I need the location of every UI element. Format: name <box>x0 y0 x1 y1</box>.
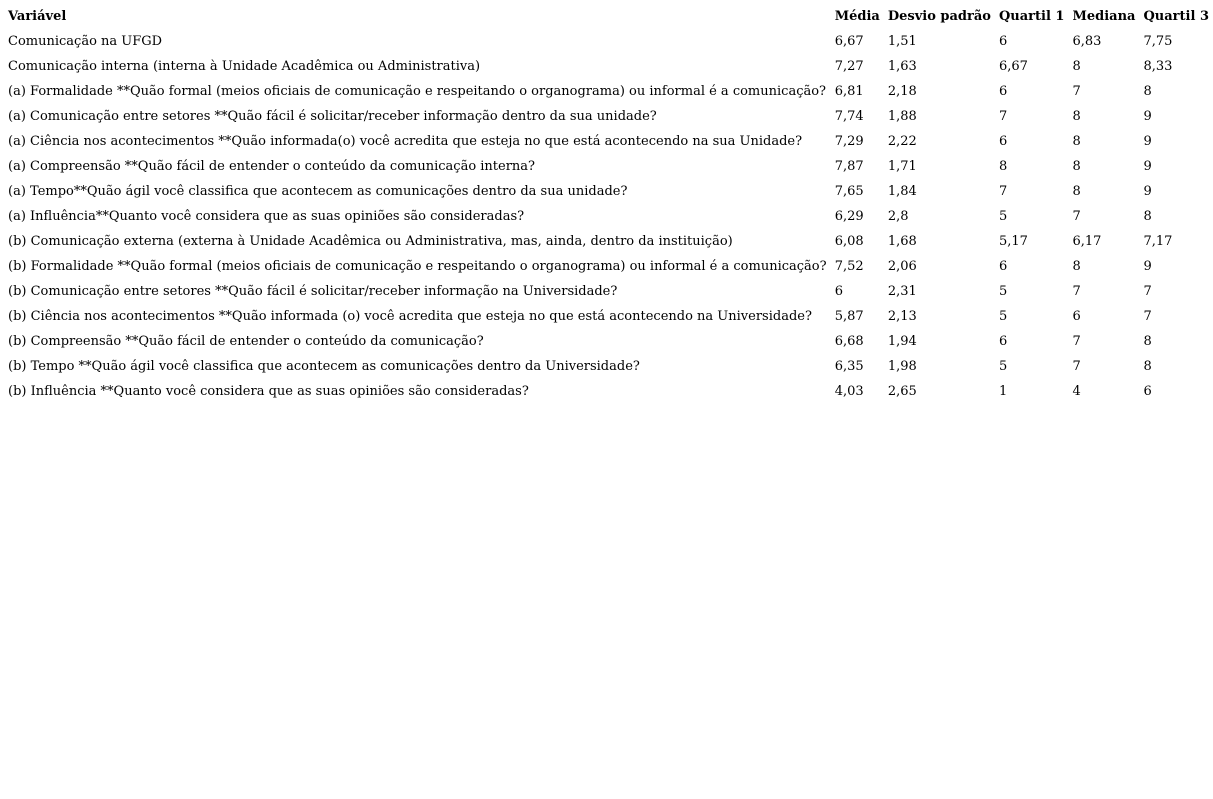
table-row <box>4 229 1213 254</box>
cell-quartil-3: 8 <box>1143 209 1152 224</box>
cell-mediana: 8 <box>1072 59 1081 74</box>
cell-mediana: 8 <box>1072 159 1081 174</box>
cell-desvio-padrao: 1,94 <box>887 334 917 349</box>
cell-quartil-1: 6,67 <box>998 59 1028 74</box>
cell-quartil-3: 7,17 <box>1143 234 1173 249</box>
cell-mediana: 4 <box>1072 384 1081 399</box>
table-row <box>4 254 1213 279</box>
cell-media: 7,87 <box>834 159 864 174</box>
cell-desvio-padrao: 2,31 <box>887 284 917 299</box>
cell-quartil-1: 7 <box>998 109 1008 124</box>
cell-variavel: (b) Comunicação externa (externa à Unidade Acadêmica ou Administrativa, mas, ainda, dentro da instituição) <box>8 234 733 249</box>
cell-variavel: Comunicação na UFGD <box>8 34 163 49</box>
cell-quartil-3: 9 <box>1143 184 1152 199</box>
header-media: Média <box>834 9 880 24</box>
table-body <box>4 29 1213 404</box>
cell-quartil-1: 6 <box>998 34 1008 49</box>
cell-quartil-1: 7 <box>998 184 1008 199</box>
header-row <box>4 4 1213 29</box>
cell-media: 7,27 <box>834 59 864 74</box>
cell-mediana: 6,83 <box>1072 34 1102 49</box>
table-row <box>4 279 1213 304</box>
cell-mediana: 8 <box>1072 134 1081 149</box>
cell-variavel: (a) Influência**Quanto você considera que as suas opiniões são consideradas? <box>8 209 525 224</box>
cell-mediana: 8 <box>1072 184 1081 199</box>
cell-mediana: 6 <box>1072 309 1081 324</box>
cell-quartil-3: 9 <box>1143 134 1152 149</box>
cell-quartil-1: 5,17 <box>998 234 1028 249</box>
cell-variavel: (b) Ciência nos acontecimentos **Quão informada (o) você acredita que esteja no que está acontecendo na Universidade? <box>8 309 812 324</box>
cell-desvio-padrao: 1,71 <box>887 159 917 174</box>
cell-media: 6 <box>834 284 844 299</box>
cell-media: 6,29 <box>834 209 864 224</box>
cell-quartil-1: 5 <box>998 309 1008 324</box>
cell-variavel: (a) Compreensão **Quão fácil de entender o conteúdo da comunicação interna? <box>8 159 536 174</box>
cell-desvio-padrao: 2,18 <box>887 84 917 99</box>
cell-variavel: (a) Ciência nos acontecimentos **Quão informada(o) você acredita que esteja no que está acontecendo na sua Unidade? <box>8 134 803 149</box>
cell-desvio-padrao: 1,51 <box>887 34 917 49</box>
cell-quartil-1: 5 <box>998 209 1008 224</box>
cell-media: 5,87 <box>834 309 864 324</box>
cell-desvio-padrao: 2,06 <box>887 259 917 274</box>
cell-desvio-padrao: 1,63 <box>887 59 917 74</box>
cell-quartil-3: 7 <box>1143 284 1152 299</box>
statistics-table <box>4 4 1213 404</box>
cell-quartil-1: 6 <box>998 334 1008 349</box>
cell-quartil-3: 9 <box>1143 159 1152 174</box>
cell-media: 7,29 <box>834 134 864 149</box>
cell-quartil-1: 6 <box>998 134 1008 149</box>
cell-quartil-3: 7 <box>1143 309 1152 324</box>
cell-variavel: (b) Tempo **Quão ágil você classifica que acontecem as comunicações dentro da Universidade? <box>8 359 640 374</box>
table-row <box>4 79 1213 104</box>
cell-mediana: 8 <box>1072 259 1081 274</box>
cell-quartil-3: 6 <box>1143 384 1152 399</box>
cell-media: 7,65 <box>834 184 864 199</box>
cell-variavel: Comunicação interna (interna à Unidade Acadêmica ou Administrativa) <box>8 59 481 74</box>
cell-media: 6,81 <box>834 84 864 99</box>
header-mediana: Mediana <box>1072 9 1136 24</box>
table-row <box>4 354 1213 379</box>
cell-mediana: 8 <box>1072 109 1081 124</box>
table-row <box>4 304 1213 329</box>
cell-quartil-3: 8 <box>1143 334 1152 349</box>
table-row <box>4 29 1213 54</box>
cell-variavel: (a) Tempo**Quão ágil você classifica que acontecem as comunicações dentro da sua unidade? <box>8 184 628 199</box>
table-row <box>4 54 1213 79</box>
cell-quartil-1: 1 <box>998 384 1008 399</box>
cell-desvio-padrao: 1,68 <box>887 234 917 249</box>
cell-media: 7,74 <box>834 109 864 124</box>
cell-quartil-1: 6 <box>998 84 1008 99</box>
cell-variavel: (a) Formalidade **Quão formal (meios oficiais de comunicação e respeitando o organograma) ou informal é a comunicação? <box>8 84 827 99</box>
cell-media: 6,67 <box>834 34 864 49</box>
cell-quartil-3: 8 <box>1143 359 1152 374</box>
cell-quartil-1: 5 <box>998 284 1008 299</box>
header-quartil-1: Quartil 1 <box>998 9 1065 24</box>
cell-media: 7,52 <box>834 259 864 274</box>
cell-quartil-3: 7,75 <box>1143 34 1173 49</box>
cell-desvio-padrao: 1,84 <box>887 184 917 199</box>
cell-desvio-padrao: 2,13 <box>887 309 917 324</box>
table-row <box>4 204 1213 229</box>
table-row <box>4 179 1213 204</box>
table-row <box>4 329 1213 354</box>
cell-mediana: 7 <box>1072 209 1081 224</box>
cell-quartil-1: 6 <box>998 259 1008 274</box>
cell-variavel: (b) Comunicação entre setores **Quão fácil é solicitar/receber informação na Universidade? <box>8 284 618 299</box>
cell-variavel: (b) Formalidade **Quão formal (meios oficiais de comunicação e respeitando o organograma) ou informal é a comunicação? <box>8 259 827 274</box>
cell-desvio-padrao: 1,98 <box>887 359 917 374</box>
header-desvio-padrao: Desvio padrão <box>887 9 991 24</box>
header-variavel: Variável <box>8 9 67 24</box>
cell-mediana: 7 <box>1072 284 1081 299</box>
cell-quartil-3: 8,33 <box>1143 59 1173 74</box>
cell-desvio-padrao: 2,22 <box>887 134 917 149</box>
cell-desvio-padrao: 1,88 <box>887 109 917 124</box>
cell-variavel: (b) Influência **Quanto você considera que as suas opiniões são consideradas? <box>8 384 529 399</box>
cell-quartil-1: 5 <box>998 359 1008 374</box>
cell-media: 6,68 <box>834 334 864 349</box>
cell-quartil-1: 8 <box>998 159 1008 174</box>
cell-mediana: 7 <box>1072 84 1081 99</box>
cell-mediana: 6,17 <box>1072 234 1102 249</box>
cell-mediana: 7 <box>1072 359 1081 374</box>
cell-variavel: (b) Compreensão **Quão fácil de entender o conteúdo da comunicação? <box>8 334 484 349</box>
table-row <box>4 104 1213 129</box>
cell-media: 6,08 <box>834 234 864 249</box>
cell-variavel: (a) Comunicação entre setores **Quão fácil é solicitar/receber informação dentro da sua unidade? <box>8 109 657 124</box>
table-header <box>4 4 1213 29</box>
cell-quartil-3: 9 <box>1143 259 1152 274</box>
cell-desvio-padrao: 2,8 <box>887 209 909 224</box>
header-quartil-3: Quartil 3 <box>1143 9 1209 24</box>
cell-media: 4,03 <box>834 384 864 399</box>
cell-desvio-padrao: 2,65 <box>887 384 917 399</box>
cell-quartil-3: 9 <box>1143 109 1152 124</box>
table-row <box>4 154 1213 179</box>
cell-quartil-3: 8 <box>1143 84 1152 99</box>
table-row <box>4 129 1213 154</box>
table-row <box>4 379 1213 404</box>
cell-mediana: 7 <box>1072 334 1081 349</box>
cell-media: 6,35 <box>834 359 864 374</box>
